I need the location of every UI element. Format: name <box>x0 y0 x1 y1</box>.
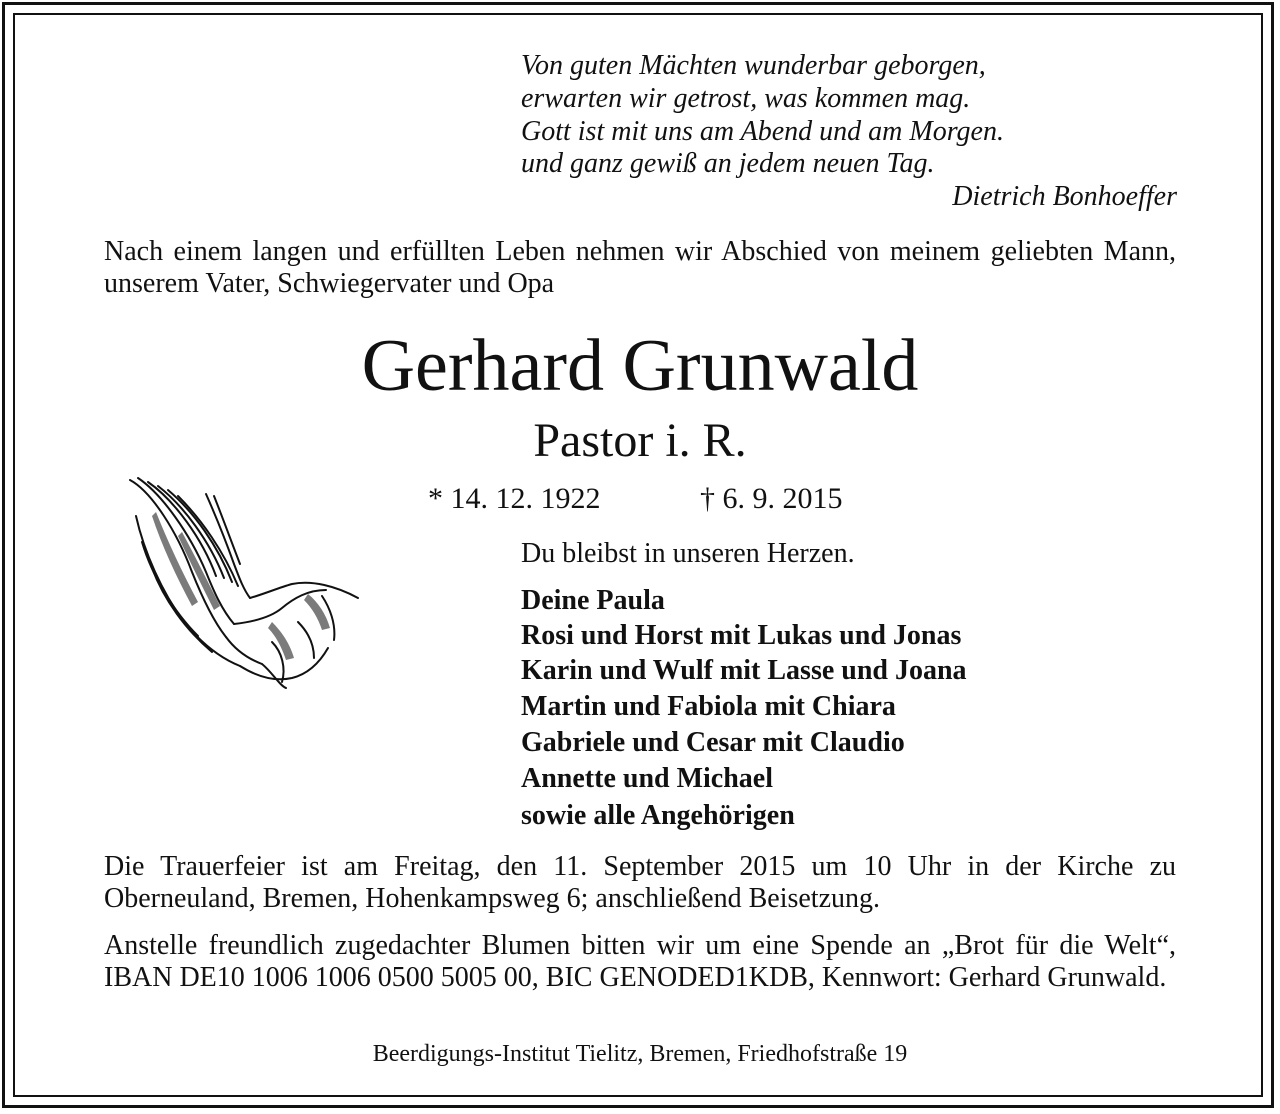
funeral-home: Beerdigungs-Institut Tielitz, Bremen, Friedhofstraße 19 <box>372 1041 908 1067</box>
donation-notice: Anstelle freundlich zugedachter Blumen bitten wir um eine Spende an „Brot für die Welt“, IBAN DE10 1006 1006 0500 5005 00, BIC GENODED1KDB, Kennwort: Gerhard Grunwald. <box>104 930 1176 993</box>
mourner-line: Rosi und Horst mit Lukas und Jonas <box>521 620 962 651</box>
praying-hands-icon <box>122 472 362 690</box>
mourner-line: Gabriele und Cesar mit Claudio <box>521 727 905 758</box>
mourner-line: Annette und Michael <box>521 763 773 794</box>
quote-author: Dietrich Bonhoeffer <box>952 181 1177 212</box>
mourner-line: Karin und Wulf mit Lasse und Joana <box>521 655 967 686</box>
mourner-line: sowie alle Angehörigen <box>521 800 795 831</box>
death-date: † 6. 9. 2015 <box>700 482 843 515</box>
birth-date: * 14. 12. 1922 <box>428 482 601 515</box>
mourner-line: Deine Paula <box>521 585 665 616</box>
quote-line: und ganz gewiß an jedem neuen Tag. <box>521 148 935 179</box>
deceased-title: Pastor i. R. <box>533 414 747 467</box>
mourner-line: Martin und Fabiola mit Chiara <box>521 691 896 722</box>
intro-text: Nach einem langen und erfüllten Leben nehmen wir Abschied von meinem geliebten Mann, unserem Vater, Schwiegervater und Opa <box>104 236 1176 299</box>
quote-line: Gott ist mit uns am Abend und am Morgen. <box>521 116 1004 147</box>
funeral-notice: Die Trauerfeier ist am Freitag, den 11. September 2015 um 10 Uhr in der Kirche zu Oberneuland, Bremen, Hohenkampsweg 6; anschließend Beisetzung. <box>104 851 1176 914</box>
deceased-name: Gerhard Grunwald <box>361 325 919 407</box>
quote-line: Von guten Mächten wunderbar geborgen, <box>521 50 986 81</box>
quote-line: erwarten wir getrost, was kommen mag. <box>521 83 971 114</box>
memorial-saying: Du bleibst in unseren Herzen. <box>521 538 855 569</box>
